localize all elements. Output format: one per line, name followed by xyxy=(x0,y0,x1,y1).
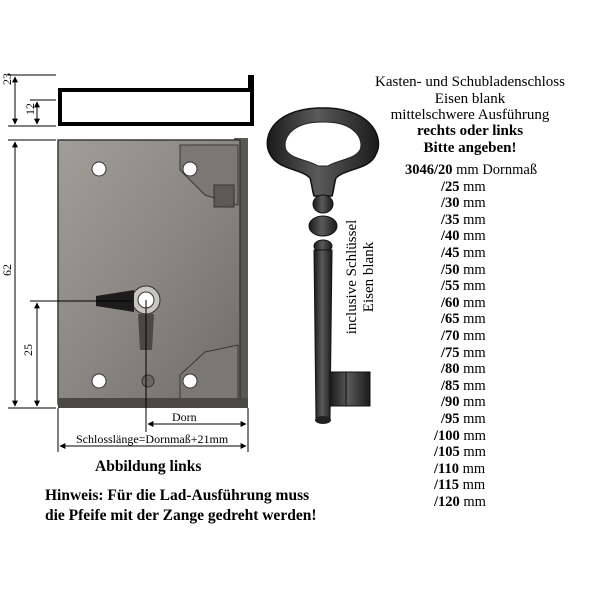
size-option: /120 mm xyxy=(434,494,486,510)
size-option: /25 mm xyxy=(441,178,486,195)
key-label-line1: inclusive Schlüssel xyxy=(344,219,360,335)
header-line4: rechts oder links xyxy=(416,123,524,139)
size-option: /110 mm xyxy=(434,460,486,477)
size-option: /70 mm xyxy=(441,328,486,344)
size-option: /105 mm xyxy=(434,444,486,461)
note-line1: Hinweis: Für die Lad-Ausführung muss xyxy=(45,487,310,504)
key-label-line2: Eisen blank xyxy=(361,241,377,313)
size-option: /55 mm xyxy=(441,278,486,295)
size-option: /65 mm xyxy=(441,311,486,328)
size-option: /45 mm xyxy=(441,245,486,261)
note-line2: die Pfeife mit der Zange gedreht werden! xyxy=(45,507,317,524)
size-option: 3046/20 mm Dornmaß xyxy=(405,162,538,178)
size-option: /35 mm xyxy=(441,211,486,228)
header-line2: Eisen blank xyxy=(434,91,506,107)
article-number: 3046/20 xyxy=(405,162,453,178)
dim-keyhole: 25 xyxy=(21,344,35,356)
dim-length-label: Schlosslänge=Dornmaß+21mm xyxy=(76,432,229,446)
header-line1: Kasten- und Schubladenschloss xyxy=(375,74,565,90)
size-option: /60 mm xyxy=(441,294,486,311)
size-option: /30 mm xyxy=(441,195,486,212)
size-option: /90 mm xyxy=(441,394,486,411)
size-option: /95 mm xyxy=(441,411,486,427)
size-option: /115 mm xyxy=(434,477,486,494)
figure-caption: Abbildung links xyxy=(95,458,202,475)
size-option: /50 mm xyxy=(441,261,486,278)
size-option: /40 mm xyxy=(441,228,486,245)
dim-top-total: 23 xyxy=(0,73,14,85)
dim-top-inner: 12 xyxy=(23,103,37,115)
header-line5: Bitte angeben! xyxy=(423,140,517,156)
lock-body xyxy=(58,138,248,408)
dim-dorn-label: Dorn xyxy=(172,410,197,424)
size-option: /80 mm xyxy=(441,361,486,378)
lock-profile xyxy=(58,75,254,126)
size-option: /85 mm xyxy=(441,377,486,394)
size-option: /100 mm xyxy=(434,427,486,444)
header-line3: mittelschwere Ausführung xyxy=(390,107,550,123)
size-option: /75 mm xyxy=(441,344,486,361)
dim-height: 62 xyxy=(0,264,14,276)
